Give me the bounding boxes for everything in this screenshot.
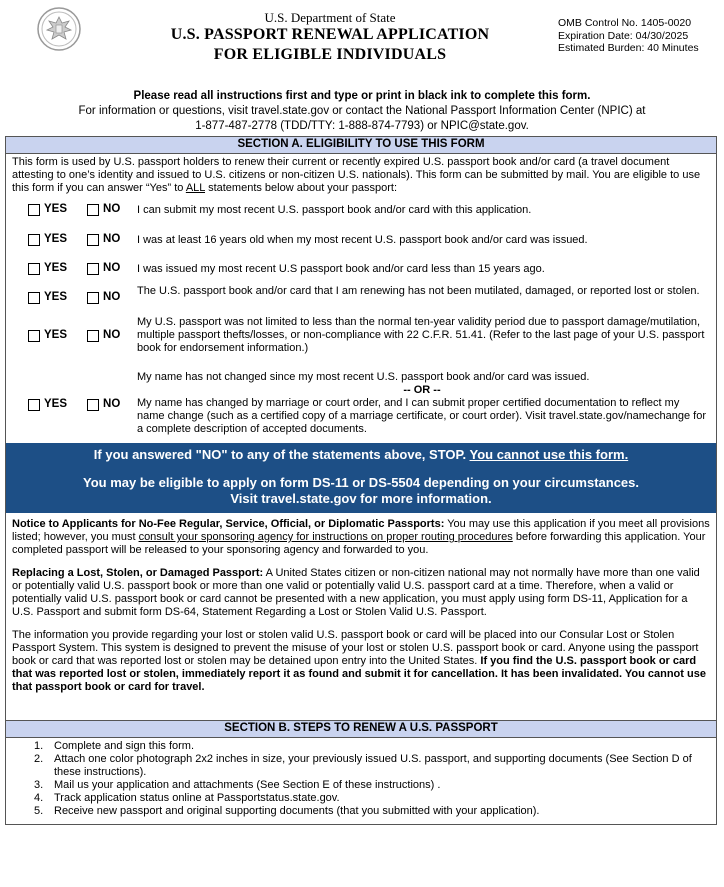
- stop-banner: [6, 443, 716, 513]
- question-text: My U.S. passport was not limited to less than the normal ten-year validity period due to passport damage/mutilation, multiple passport thefts/losses, or non-compliance with 22 C.F.R. 51.41. (Refer to the last page of your U.S. passport book for endorsement information.): [137, 316, 705, 354]
- eligibility-question-name: [6, 371, 716, 443]
- form-title-line2: FOR ELIGIBLE INDIVIDUALS: [213, 46, 447, 63]
- or-separator: -- OR --: [403, 384, 441, 396]
- intro-text-1: This form is used by U.S. passport holders to renew their current or recently expired U.S. passport book and/or card (a travel document attesting to one’s identity and issued to U.S. citizens or non-citizen U.S. nationals). This form can be submitted by mail. You are eligible to use this form if you can answer “Yes” to: [12, 156, 701, 194]
- name-changed-text: My name has changed by marriage or court order, and I can submit proper certified documentation to reflect my name change (such as a certified copy of a marriage certificate, or court order). Visit travel.state.gov/namechange for a complete description of accepted documents.: [137, 397, 707, 435]
- no-label: NO: [103, 291, 121, 303]
- department-name: U.S. Department of State: [264, 10, 396, 25]
- lost-system-text: The information you provide regarding your lost or stolen valid U.S. passport book or card will be placed into our Consular Lost or Stolen Passport System. This system is designed to prevent the misuse of your lost or stolen U.S. passport book or card. Anyone using the passport book or card that was reported lost or stolen may be detained upon entry into the United States.: [12, 629, 699, 667]
- yes-checkbox[interactable]: [28, 204, 40, 216]
- step-number: 3.: [34, 779, 44, 791]
- eligibility-question: [6, 225, 716, 254]
- yes-label: YES: [44, 262, 68, 274]
- steps-list: [6, 738, 716, 824]
- yes-label: YES: [44, 203, 68, 215]
- banner-cannot-use: You cannot use this form.: [469, 447, 629, 462]
- no-label: NO: [103, 203, 121, 215]
- instructions-bold: Please read all instructions first and type or print in black ink to complete this form.: [133, 90, 591, 102]
- no-label: NO: [103, 262, 121, 274]
- lost-stolen-notice: [12, 567, 710, 619]
- no-label: NO: [103, 233, 121, 245]
- no-checkbox[interactable]: [87, 330, 99, 342]
- yes-label: YES: [44, 329, 68, 341]
- omb-info: [558, 17, 699, 55]
- yes-label: YES: [44, 233, 68, 245]
- lost-system-notice: [12, 629, 710, 694]
- no-checkbox[interactable]: [87, 263, 99, 275]
- step-number: 4.: [34, 792, 44, 804]
- no-fee-text-a: You may use this application if you meet all provisions listed; however, you must: [12, 518, 710, 543]
- step-item: [34, 753, 710, 779]
- lost-stolen-text: A United States citizen or non-citizen national may not normally have more than one valid or potentially valid U.S. passport book or more than one valid or potentially valid U.S. passport card at a time. Therefore, when a valid or potentially valid U.S. passport book or card cannot be presented with a new application, you must apply using form DS-11, Application for a U.S. Passport and submit form DS-64, Statement Regarding a Lost or Stolen Valid U.S. Passport.: [12, 567, 700, 618]
- no-checkbox[interactable]: [87, 234, 99, 246]
- no-checkbox[interactable]: [87, 292, 99, 304]
- form-header: [170, 10, 490, 65]
- no-fee-notice: [12, 518, 710, 557]
- section-a-heading: SECTION A. ELIGIBILITY TO USE THIS FORM: [6, 137, 716, 154]
- instructions-line3: 1-877-487-2778 (TDD/TTY: 1-888-874-7793) or NPIC@state.gov.: [195, 120, 529, 132]
- banner-eligible-text: You may be eligible to apply on form DS-11 or DS-5504 depending on your circumstances.: [83, 475, 639, 490]
- intro-text-2: statements below about your passport:: [205, 182, 398, 194]
- notice-section: [6, 513, 716, 721]
- step-text: Receive new passport and original supporting documents (that you submitted with your application).: [54, 805, 540, 817]
- form-body: [5, 136, 717, 825]
- banner-visit-text: Visit travel.state.gov for more information.: [230, 491, 492, 506]
- expiration-date: Expiration Date: 04/30/2025: [558, 29, 689, 42]
- yes-checkbox[interactable]: [28, 234, 40, 246]
- eligibility-question: [6, 313, 716, 371]
- yes-label: YES: [44, 398, 68, 410]
- intro-all: ALL: [185, 182, 206, 194]
- no-fee-heading: Notice to Applicants for No-Fee Regular, Service, Official, or Diplomatic Passports:: [12, 518, 445, 530]
- eligibility-question: [6, 195, 716, 225]
- state-department-seal-icon: [36, 6, 82, 52]
- yes-label: YES: [44, 291, 68, 303]
- no-checkbox[interactable]: [87, 204, 99, 216]
- step-text: Track application status online at Passportstatus.state.gov.: [54, 792, 340, 804]
- question-text: The U.S. passport book and/or card that I am renewing has not been mutilated, damaged, or reported lost or stolen.: [137, 285, 700, 297]
- form-title-line1: U.S. PASSPORT RENEWAL APPLICATION: [170, 26, 490, 43]
- no-fee-text-b: before forwarding this application. Your completed passport will be released to your sponsoring agency and forwarded to you.: [12, 531, 706, 556]
- yes-checkbox[interactable]: [28, 292, 40, 304]
- yes-checkbox[interactable]: [28, 263, 40, 275]
- lost-system-warning: If you find the U.S. passport book or card that was reported lost or stolen, immediately report it as found and submit it for cancellation. It has been invalidated. You cannot use that passport book or card for travel.: [12, 655, 706, 693]
- estimated-burden: Estimated Burden: 40 Minutes: [558, 42, 699, 54]
- omb-control: OMB Control No. 1405-0020: [558, 17, 692, 29]
- eligibility-question: [6, 254, 716, 283]
- step-item: [34, 779, 710, 792]
- no-fee-text-underlined: consult your sponsoring agency for instructions on proper routing procedures: [138, 531, 513, 543]
- question-text: I was at least 16 years old when my most recent U.S. passport book and/or card was issued.: [137, 234, 588, 246]
- no-label: NO: [103, 398, 121, 410]
- step-item: [34, 805, 710, 818]
- instructions-line2: For information or questions, visit travel.state.gov or contact the National Passport Information Center (NPIC) at: [78, 105, 646, 117]
- yes-checkbox[interactable]: [28, 330, 40, 342]
- banner-stop-text: If you answered "NO" to any of the statements above, STOP.: [93, 447, 470, 462]
- name-unchanged-text: My name has not changed since my most recent U.S. passport book and/or card was issued.: [137, 371, 590, 383]
- section-b-heading: SECTION B. STEPS TO RENEW A U.S. PASSPORT: [6, 721, 716, 738]
- question-text: I can submit my most recent U.S. passport book and/or card with this application.: [137, 204, 532, 216]
- step-text: Mail us your application and attachments (See Section E of these instructions) .: [54, 779, 441, 791]
- step-number: 5.: [34, 805, 44, 817]
- question-text: I was issued my most recent U.S passport book and/or card less than 15 years ago.: [137, 263, 545, 275]
- no-checkbox[interactable]: [87, 399, 99, 411]
- eligibility-question: [6, 283, 716, 313]
- step-item: [34, 740, 710, 753]
- step-text: Complete and sign this form.: [54, 740, 195, 752]
- step-item: [34, 792, 710, 805]
- step-text: Attach one color photograph 2x2 inches in size, your previously issued U.S. passport, and supporting documents (See Section D of these instructions).: [54, 753, 692, 778]
- step-number: 1.: [34, 740, 44, 752]
- lost-stolen-heading: Replacing a Lost, Stolen, or Damaged Passport:: [12, 567, 264, 579]
- yes-checkbox[interactable]: [28, 399, 40, 411]
- instructions: [0, 89, 724, 134]
- no-label: NO: [103, 329, 121, 341]
- step-number: 2.: [34, 753, 44, 765]
- name-question-text: [137, 371, 707, 436]
- section-a-intro: [6, 154, 716, 195]
